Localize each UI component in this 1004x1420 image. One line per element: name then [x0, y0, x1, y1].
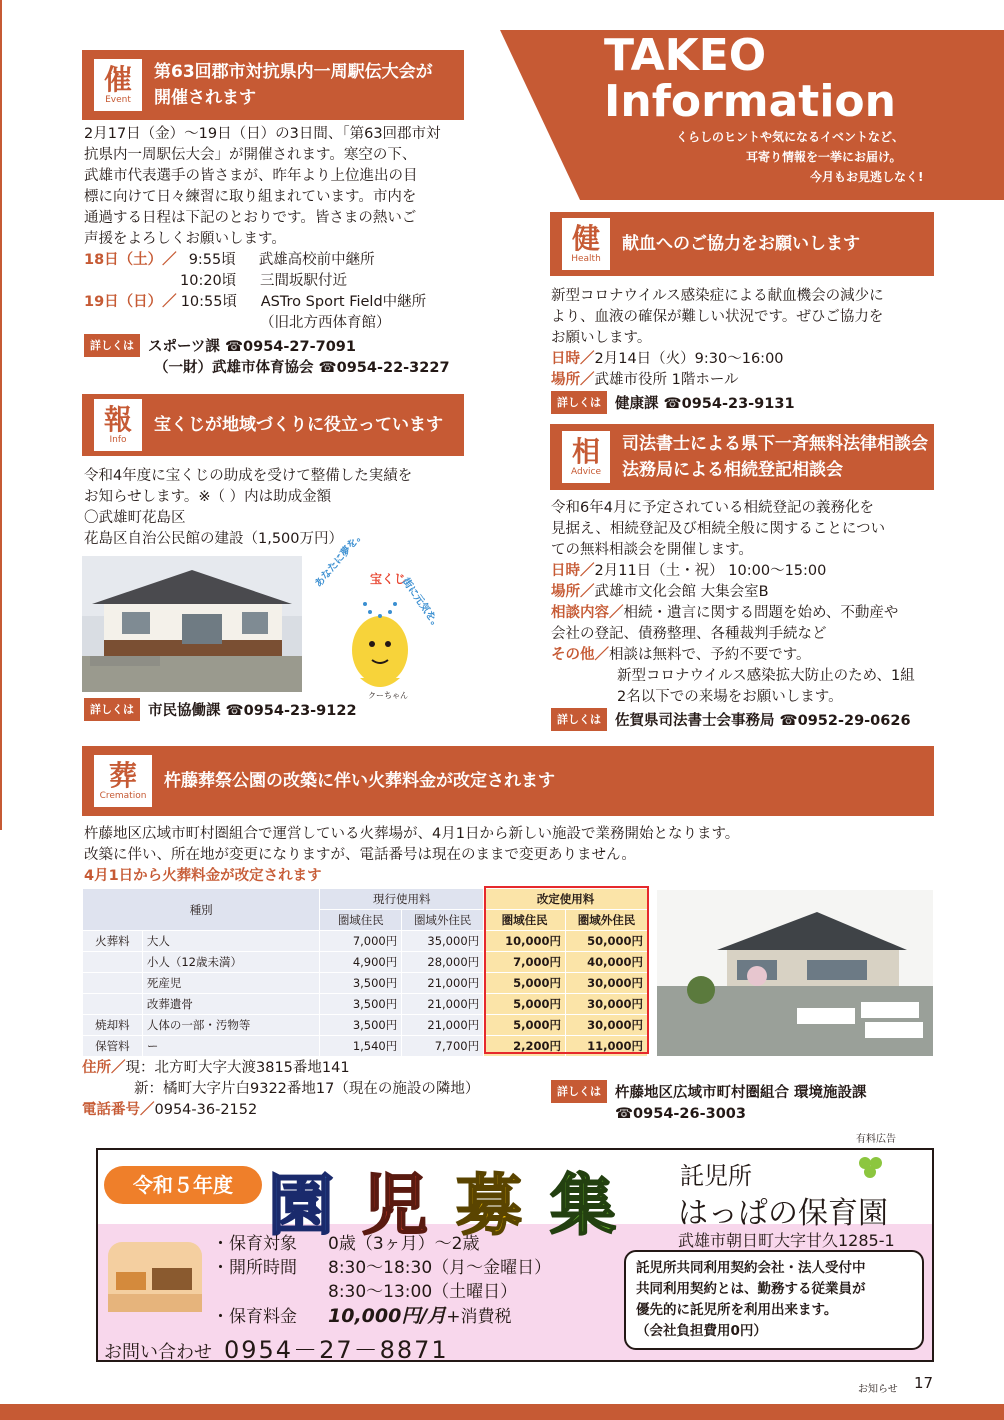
event-title-line1: 第63回郡市対抗県内一周駅伝大会が [154, 62, 433, 82]
health-body-line: 新型コロナウイルス感染症による献血機会の減少に [551, 288, 884, 304]
paid-ad-label: 有料広告 [856, 1134, 896, 1145]
advice-more-badge: 詳しくは [551, 708, 607, 731]
cremation-title: 杵藤葬祭公園の改築に伴い火葬料金が改定されます [164, 771, 555, 791]
health-category-kanji: 健 [571, 221, 600, 255]
table-cell-new-in: 5,000円 [484, 973, 566, 994]
info-body-line: 花島区自治公民館の建設（1,500万円） [84, 531, 344, 547]
ad-target-label: ・保育対象 [212, 1234, 297, 1254]
health-place-label: 場所／ [551, 372, 595, 388]
cremation-header [82, 746, 934, 816]
table-header-new-out: 圏域外住民 [566, 910, 648, 931]
lottery-slogan-1: あなたに夢を。 [313, 528, 367, 590]
event-body-line: 通過する日程は下記のとおりです。皆さまの熱いご [84, 210, 417, 226]
advice-other-label: その他／ [551, 647, 609, 663]
cremation-contact [551, 1080, 951, 1125]
cremation-tel-label: 電話番号／ [82, 1102, 155, 1118]
advice-contact: 佐賀県司法書士会事務局 ☎0952-29-0626 [615, 713, 911, 729]
event-day1-label: 18日（土）／ [84, 252, 177, 268]
ad-fee-value: 10,000円/月 [328, 1305, 447, 1327]
cremation-category-en: Cremation [99, 790, 147, 801]
ad-corporate-box [624, 1250, 924, 1350]
table-header-new-in: 圏域住民 [484, 910, 566, 931]
cremation-subheading: 4月1日から火葬料金が改定されます [84, 868, 322, 884]
table-cell-current-in: 1,540円 [320, 1036, 402, 1057]
health-category-en: Health [571, 253, 601, 264]
lottery-brand: 宝くじ [370, 572, 407, 586]
ad-inquiry [104, 1330, 449, 1365]
advice-content-2: 会社の登記、債務整理、各種裁判手続など [551, 626, 827, 642]
table-cell-new-out: 30,000円 [566, 973, 648, 994]
table-cell-current-in: 7,000円 [320, 931, 402, 952]
ad-hours-saturday: 8:30～13:00（土曜日） [328, 1282, 518, 1302]
page-number: 17 [914, 1374, 934, 1392]
table-cell-new-in: 10,000円 [484, 931, 566, 952]
clover-icon [856, 1154, 886, 1180]
health-header [550, 212, 934, 276]
event-day1-time1: 9:55頃 [188, 252, 236, 268]
info-body [84, 466, 484, 550]
advice-content-1: 相続・遺言に関する問題を始め、不動産や [623, 605, 899, 621]
event-day1-time2: 10:20頃 [180, 273, 237, 289]
advice-date-label: 日時／ [551, 563, 595, 579]
ad-inquiry-tel: 0954－27－8871 [224, 1336, 449, 1364]
advice-body-line: 令和6年4月に予定されている相続登記の義務化を [551, 500, 874, 516]
cremation-category-kanji: 葬 [108, 758, 137, 792]
event-day2-label: 19日（日）／ [84, 294, 177, 310]
info-category-kanji: 報 [103, 402, 132, 436]
cremation-contact-2: ☎0954-26-3003 [615, 1106, 746, 1122]
table-cell-current-out: 21,000円 [402, 973, 484, 994]
table-cell-group [83, 994, 143, 1015]
ad-box-line: 優先的に託児所を利用出来ます。 [636, 1302, 838, 1318]
nursery-room-photo [108, 1242, 202, 1312]
health-category-box [562, 218, 610, 270]
event-category-kanji: 催 [103, 62, 132, 96]
table-cell-new-in: 2,200円 [484, 1036, 566, 1057]
table-header-current: 現行使用料 [320, 889, 484, 910]
ad-hours-weekday: 8:30～18:30（月～金曜日） [328, 1258, 552, 1278]
table-header-kind: 種別 [83, 889, 320, 931]
table-cell-group [83, 973, 143, 994]
cremation-address-new: 新：橘町大字片白9322番地17（現在の施設の隣地） [134, 1081, 480, 1097]
footer-bar [0, 1404, 1004, 1420]
ad-box-line: （会社負担費用0円） [636, 1323, 767, 1339]
ad-headline-char: 児 [362, 1167, 428, 1244]
new-fee-highlight [484, 886, 649, 1054]
info-header [82, 394, 464, 456]
cremation-more-badge: 詳しくは [551, 1080, 607, 1103]
event-category-en: Event [105, 94, 131, 105]
table-cell-group [83, 952, 143, 973]
advice-other-2: 新型コロナウイルス感染拡大防止のため、1組 [617, 668, 915, 684]
cremation-address [82, 1058, 552, 1121]
ad-box-line: 共同利用契約とは、勤務する従業員が [636, 1281, 866, 1297]
advice-date: 2月11日（土・祝） 10:00～15:00 [594, 563, 827, 579]
table-cell-group: 火葬料 [83, 931, 143, 952]
footer-section: お知らせ [858, 1384, 898, 1395]
info-contact [84, 698, 484, 722]
advice-category-box [562, 431, 610, 483]
health-date: 2月14日（火）9:30～16:00 [594, 351, 784, 367]
ad-nursery-name: はっぱの保育園 [678, 1196, 888, 1231]
cremation-tel: 0954-36-2152 [154, 1102, 258, 1118]
table-cell-kind: 改葬遺骨 [142, 994, 320, 1015]
cremation-contact-1: 杵藤地区広域市町村圏組合 環境施設課 [615, 1085, 867, 1101]
masthead-title-2: Information [604, 76, 896, 127]
advice-body [551, 498, 951, 732]
advice-other-3: 2名以下での来場をお願いします。 [617, 689, 843, 705]
new-facility-rendering [657, 890, 933, 1056]
event-body-line: 標に向けて日々練習に取り組まれています。市内を [84, 189, 417, 205]
table-cell-current-out: 35,000円 [402, 931, 484, 952]
masthead-tagline-2: 耳寄り情報を一挙にお届け。 [746, 150, 902, 164]
ad-nursery-type: 託児所 [680, 1162, 752, 1190]
table-cell-kind: 大人 [142, 931, 320, 952]
advice-header [550, 424, 934, 490]
advice-place-label: 場所／ [551, 584, 595, 600]
ad-headline-char: 園 [268, 1167, 334, 1244]
table-cell-new-out: 40,000円 [566, 952, 648, 973]
health-place: 武雄市役所 1階ホール [594, 372, 739, 388]
table-cell-group: 焼却料 [83, 1015, 143, 1036]
health-more-badge: 詳しくは [551, 391, 607, 414]
table-cell-current-out: 7,700円 [402, 1036, 484, 1057]
info-more-badge: 詳しくは [84, 698, 140, 721]
table-header-cur-in: 圏域住民 [320, 910, 402, 931]
event-body-line: 武雄市代表選手の皆さまが、昨年より上位進出の目 [84, 168, 418, 184]
table-cell-new-in: 7,000円 [484, 952, 566, 973]
table-cell-kind: ー [142, 1036, 320, 1057]
event-body [84, 124, 474, 250]
cremation-category-box [94, 755, 152, 807]
event-body-line: 2月17日（金）～19日（日）の3日間、「第63回郡市対 [84, 126, 441, 142]
table-cell-new-out: 11,000円 [566, 1036, 648, 1057]
table-cell-new-out: 30,000円 [566, 1015, 648, 1036]
masthead-title-1: TAKEO [604, 30, 767, 81]
table-cell-current-in: 3,500円 [320, 973, 402, 994]
health-body-line: お願いします。 [551, 330, 652, 346]
masthead-tagline-1: くらしのヒントや気になるイベントなど、 [676, 130, 905, 144]
advice-title-line1: 司法書士による県下一斉無料法律相談会 [622, 434, 928, 454]
lottery-character-name: クーちゃん [368, 691, 408, 700]
masthead-tagline-3: 今月もお見逃しなく! [810, 170, 924, 184]
advice-place: 武雄市文化会館 大集会室B [594, 584, 769, 600]
ad-box-line: 託児所共同利用契約会社・法人受付中 [636, 1260, 866, 1276]
table-cell-kind: 死産児 [142, 973, 320, 994]
event-category-box [94, 59, 142, 111]
table-cell-new-out: 30,000円 [566, 994, 648, 1015]
cremation-address-label: 住所／ [82, 1060, 126, 1076]
info-body-line: お知らせします。※（ ）内は助成金額 [84, 489, 332, 505]
info-body-line: 令和4年度に宝くじの助成を受けて整備した実績を [84, 468, 413, 484]
ad-headline-char: 集 [550, 1167, 616, 1244]
table-cell-current-in: 3,500円 [320, 994, 402, 1015]
community-hall-photo [82, 556, 302, 692]
event-day1-place1: 武雄高校前中継所 [258, 252, 375, 268]
cremation-body [84, 824, 944, 887]
left-edge-line [0, 0, 2, 830]
event-body-line: 抗県内一周駅伝大会」が開催されます。寒空の下、 [84, 147, 417, 163]
lottery-slogan-2: 街に元気を。 [399, 576, 444, 632]
advice-other-1: 相談は無料で、予約不要です。 [609, 647, 811, 663]
advice-category-en: Advice [570, 466, 602, 477]
advice-category-kanji: 相 [571, 434, 600, 468]
advice-body-line: ての無料相談会を開催します。 [551, 542, 753, 558]
ad-inquiry-label: お問い合わせ [104, 1342, 212, 1363]
table-cell-current-out: 21,000円 [402, 1015, 484, 1036]
event-body-line: 声援をよろしくお願いします。 [84, 231, 286, 247]
ad-details [212, 1232, 551, 1329]
event-day2-place1: ASTro Sport Field中継所 [260, 294, 427, 310]
ad-hours-label: ・開所時間 [212, 1258, 297, 1278]
info-contact-text: 市民協働課 ☎0954-23-9122 [148, 703, 357, 719]
ad-fee-tax: +消費税 [446, 1307, 512, 1327]
advice-body-line: 見据え、相続登記及び相続全般に関することについ [551, 521, 886, 537]
event-contact [84, 334, 484, 379]
health-title: 献血へのご協力をお願いします [622, 234, 860, 254]
cremation-body-line2: 改築に伴い、所在地が変更になりますが、電話番号は現在のままで変更ありません。 [84, 847, 636, 863]
health-date-label: 日時／ [551, 351, 595, 367]
table-header-new: 改定使用料 [484, 889, 648, 910]
ad-headline-char: 募 [456, 1167, 522, 1244]
table-cell-current-in: 3,500円 [320, 1015, 402, 1036]
cremation-address-current: 現：北方町大字大渡3815番地141 [125, 1060, 350, 1076]
ad-year-badge: 令和５年度 [104, 1166, 262, 1204]
table-cell-kind: 小人（12歳未満） [142, 952, 320, 973]
table-cell-new-in: 5,000円 [484, 994, 566, 1015]
health-body [551, 286, 951, 415]
health-contact: 健康課 ☎0954-23-9131 [615, 396, 795, 412]
health-body-line: より、血液の確保が難しい状況です。ぜひご協力を [551, 309, 884, 325]
event-schedule [84, 250, 484, 334]
table-cell-current-out: 21,000円 [402, 994, 484, 1015]
table-header-cur-out: 圏域外住民 [402, 910, 484, 931]
info-category-en: Info [109, 434, 127, 445]
table-cell-kind: 人体の一部・汚物等 [142, 1015, 320, 1036]
event-day2-place1-note: （旧北方西体育館） [260, 315, 391, 331]
event-more-badge: 詳しくは [84, 334, 140, 357]
table-cell-group: 保管料 [83, 1036, 143, 1057]
table-cell-new-out: 50,000円 [566, 931, 648, 952]
cremation-body-line1: 杵藤地区広域市町村圏組合で運営している火葬場が、4月1日から新しい施設で業務開始となります。 [84, 826, 740, 842]
info-category-box [94, 399, 142, 451]
ad-fee-label: ・保育料金 [212, 1307, 297, 1327]
event-day2-time1: 10:55頃 [180, 294, 237, 310]
ad-target-value: 0歳（3ヶ月）～2歳 [328, 1234, 480, 1254]
event-title-line2: 開催されます [154, 88, 256, 108]
info-body-line: 〇武雄町花島区 [84, 510, 186, 526]
table-cell-new-in: 5,000円 [484, 1015, 566, 1036]
info-title: 宝くじが地域づくりに役立っています [154, 415, 443, 435]
table-cell-current-in: 4,900円 [320, 952, 402, 973]
event-contact-1: スポーツ課 ☎0954-27-7091 [148, 339, 356, 355]
table-cell-current-out: 28,000円 [402, 952, 484, 973]
ad-address: 武雄市朝日町大字甘久1285-1 [678, 1231, 895, 1250]
advice-title-line2: 法務局による相続登記相談会 [622, 460, 843, 480]
event-header [82, 50, 464, 120]
event-contact-2: （一財）武雄市体育協会 ☎0954-22-3227 [154, 360, 450, 376]
event-day1-place2: 三間坂駅付近 [260, 273, 347, 289]
advice-content-label: 相談内容／ [551, 605, 624, 621]
